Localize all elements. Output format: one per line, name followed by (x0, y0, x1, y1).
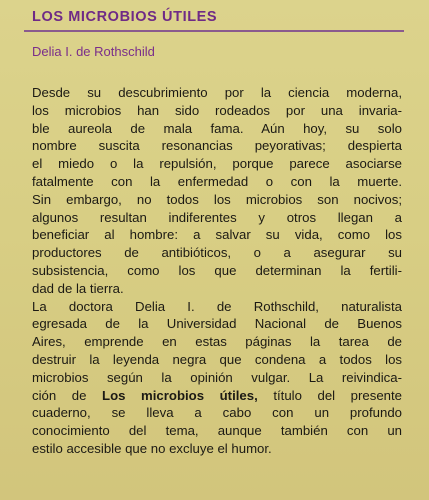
text-line: egresada de la Universidad Nacional de Buenos (32, 316, 402, 332)
text-line: nombre suscita resonancias peyorativas; despierta (32, 138, 402, 154)
text-line: subsistencia, como los que determinan la fertili- (32, 262, 402, 278)
text-line: algunos resultan indiferentes y otros llegan a (32, 209, 402, 225)
text-line (32, 387, 402, 405)
text-line: beneficiar al hombre: a salvar su vida, como los (32, 227, 402, 243)
text-segment: título del presente (257, 387, 402, 403)
text-line: Aires, emprende en estas páginas la tarea de (32, 334, 402, 350)
text-line: estilo accesible que no excluye el humor. (32, 440, 272, 456)
text-segment: ción de (32, 387, 103, 403)
text-line: microbios según la opinión vulgar. La reivindica- (32, 369, 402, 385)
text-line: Sin embargo, no todos los microbios son nocivos; (32, 191, 402, 207)
body-text (32, 84, 402, 458)
text-line: el miedo o la repulsión, porque parece asociarse (32, 156, 402, 172)
text-line: destruir la leyenda negra que condena a todos los (32, 351, 402, 367)
text-line: los microbios han sido rodeados por una invaria- (32, 102, 402, 118)
text-line: ble aureola de mala fama. Aún hoy, su solo (32, 120, 402, 136)
text-line: conocimiento del tema, aunque también con un (32, 423, 402, 439)
text-line: productores de antibióticos, o a asegurar su (32, 245, 402, 261)
text-line: cuaderno, se lleva a cabo con un profundo (32, 405, 402, 421)
page-title: LOS MICROBIOS ÚTILES (32, 9, 218, 25)
text-line: Desde su descubrimiento por la ciencia moderna, (32, 85, 402, 100)
author-name: Delia I. de Rothschild (32, 44, 155, 59)
book-title-bold: Los microbios útiles, (102, 387, 258, 403)
title-divider (24, 30, 404, 32)
text-line: La doctora Delia I. de Rothschild, naturalista (32, 298, 402, 314)
text-line: dad de la tierra. (32, 280, 124, 296)
text-line: fatalmente con la enfermedad o con la muerte. (32, 173, 402, 189)
